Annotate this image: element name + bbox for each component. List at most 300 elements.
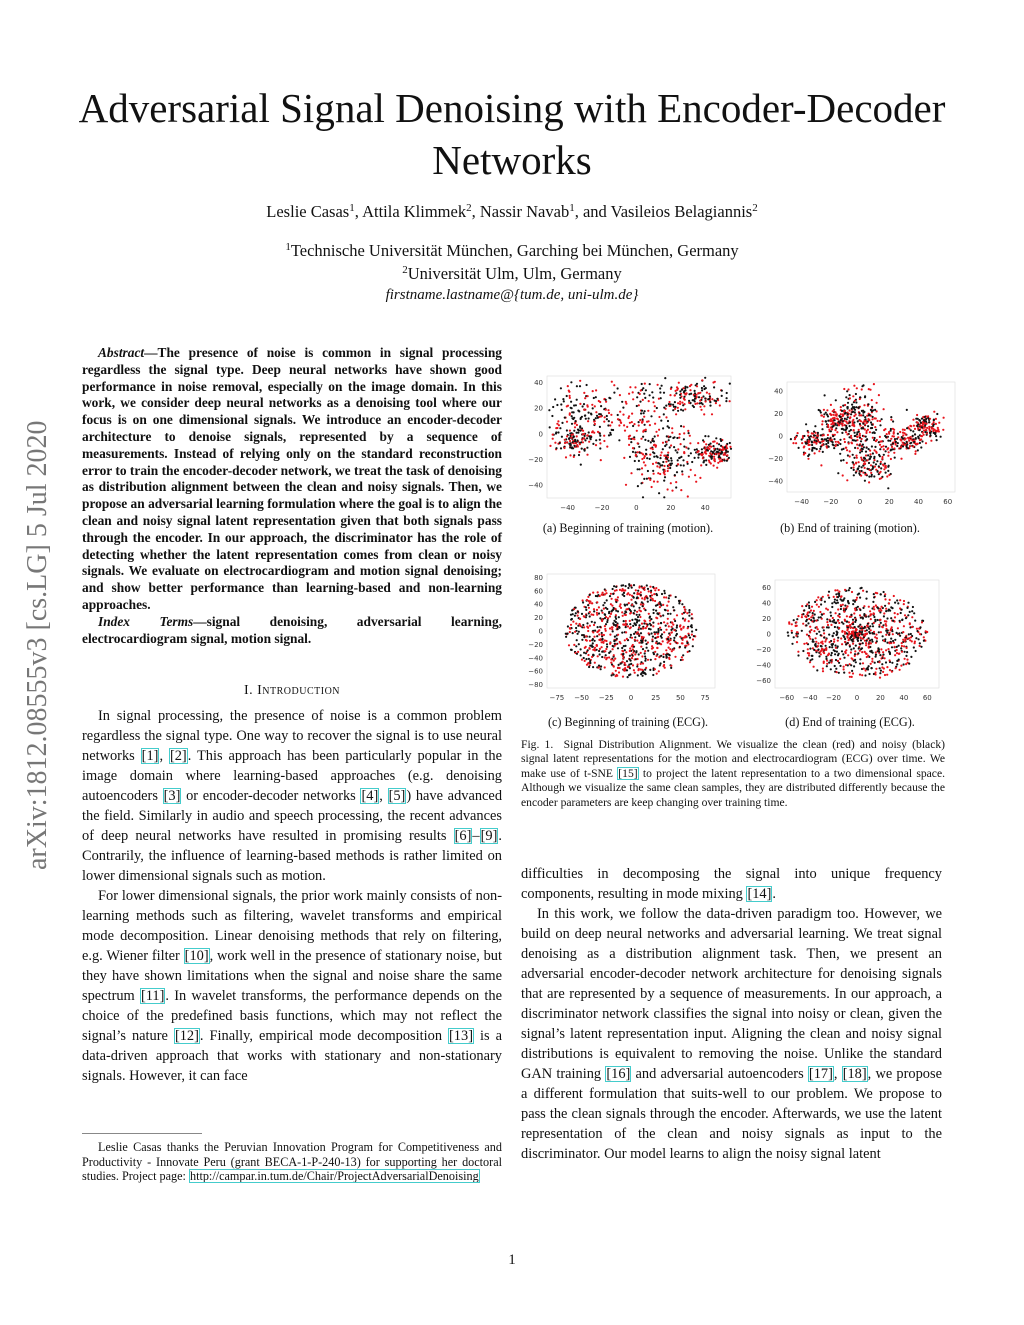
- citation-link[interactable]: [13]: [449, 1028, 473, 1044]
- scatter-point: [805, 423, 807, 425]
- scatter-point: [652, 438, 654, 440]
- scatter-point: [712, 445, 714, 447]
- scatter-point: [659, 391, 661, 393]
- scatter-point: [640, 389, 642, 391]
- scatter-point: [591, 656, 593, 658]
- scatter-point: [576, 445, 578, 447]
- scatter-point: [672, 606, 674, 608]
- scatter-point: [649, 669, 651, 671]
- scatter-point: [875, 634, 877, 636]
- scatter-point: [832, 410, 834, 412]
- x-tick-label: 20: [875, 694, 885, 702]
- scatter-point: [885, 634, 887, 636]
- scatter-point: [830, 611, 832, 613]
- scatter-point: [835, 441, 837, 443]
- scatter-point: [596, 601, 598, 603]
- scatter-point: [843, 608, 845, 610]
- scatter-point: [859, 658, 861, 660]
- scatter-point: [919, 642, 921, 644]
- scatter-point: [611, 628, 613, 630]
- scatter-point: [811, 606, 813, 608]
- scatter-point: [594, 423, 596, 425]
- scatter-point: [584, 647, 586, 649]
- scatter-point: [682, 654, 684, 656]
- scatter-point: [653, 410, 655, 412]
- scatter-point: [861, 470, 863, 472]
- scatter-point: [894, 602, 896, 604]
- scatter-point: [882, 445, 884, 447]
- scatter-point: [833, 641, 835, 643]
- scatter-point: [613, 640, 615, 642]
- scatter-point: [636, 597, 638, 599]
- scatter-point: [823, 629, 825, 631]
- scatter-point: [921, 426, 923, 428]
- scatter-point: [635, 650, 637, 652]
- scatter-point: [922, 423, 924, 425]
- scatter-point: [603, 440, 605, 442]
- scatter-point: [834, 665, 836, 667]
- scatter-point: [878, 648, 880, 650]
- scatter-point: [667, 488, 669, 490]
- scatter-point: [613, 585, 615, 587]
- scatter-point: [649, 458, 651, 460]
- scatter-point: [855, 636, 857, 638]
- scatter-point: [797, 631, 799, 633]
- scatter-point: [571, 423, 573, 425]
- scatter-point: [644, 652, 646, 654]
- citation-link[interactable]: [2]: [169, 748, 187, 764]
- citation-link[interactable]: [5]: [388, 788, 406, 804]
- scatter-point: [812, 639, 814, 641]
- scatter-point: [669, 446, 671, 448]
- scatter-point: [836, 631, 838, 633]
- scatter-point: [669, 654, 671, 656]
- scatter-point: [831, 644, 833, 646]
- scatter-point: [873, 608, 875, 610]
- scatter-point: [915, 650, 917, 652]
- scatter-point: [596, 644, 598, 646]
- scatter-point: [669, 634, 671, 636]
- scatter-point: [861, 388, 863, 390]
- scatter-point: [572, 613, 574, 615]
- scatter-point: [866, 591, 868, 593]
- scatter-point: [929, 430, 931, 432]
- scatter-point: [591, 602, 593, 604]
- scatter-point: [896, 660, 898, 662]
- scatter-point: [852, 643, 854, 645]
- scatter-point: [817, 596, 819, 598]
- scatter-point: [821, 414, 823, 416]
- scatter-point: [615, 586, 617, 588]
- scatter-point: [622, 588, 624, 590]
- scatter-point: [650, 628, 652, 630]
- scatter-point: [679, 403, 681, 405]
- scatter-point: [597, 626, 599, 628]
- scatter-point: [879, 472, 881, 474]
- scatter-point: [617, 628, 619, 630]
- scatter-point: [610, 593, 612, 595]
- scatter-point: [685, 446, 687, 448]
- scatter-point: [665, 596, 667, 598]
- scatter-point: [621, 647, 623, 649]
- scatter-point: [652, 470, 654, 472]
- scatter-point: [918, 419, 920, 421]
- scatter-point: [621, 585, 623, 587]
- scatter-point: [802, 650, 804, 652]
- scatter-point: [850, 627, 852, 629]
- scatter-point: [936, 430, 938, 432]
- x-tick-label: −40: [560, 504, 576, 512]
- scatter-point: [615, 675, 617, 677]
- scatter-point: [660, 420, 662, 422]
- scatter-point: [658, 463, 660, 465]
- scatter-point: [820, 645, 822, 647]
- scatter-point: [674, 394, 676, 396]
- scatter-point: [694, 395, 696, 397]
- scatter-point: [828, 597, 830, 599]
- scatter-point: [702, 439, 704, 441]
- scatter-point: [881, 606, 883, 608]
- scatter-point: [628, 438, 630, 440]
- scatter-point: [646, 597, 648, 599]
- scatter-point: [915, 418, 917, 420]
- scatter-point: [651, 391, 653, 393]
- scatter-point: [574, 420, 576, 422]
- scatter-point: [586, 640, 588, 642]
- scatter-point: [868, 462, 870, 464]
- scatter-point: [594, 662, 596, 664]
- scatter-point: [830, 668, 832, 670]
- scatter-point: [834, 414, 836, 416]
- scatter-point: [658, 670, 660, 672]
- scatter-point: [688, 432, 690, 434]
- scatter-point: [937, 427, 939, 429]
- scatter-point: [870, 618, 872, 620]
- scatter-point: [833, 638, 835, 640]
- citation-link[interactable]: [6]: [454, 828, 472, 844]
- scatter-point: [904, 614, 906, 616]
- y-tick-label: −20: [528, 640, 543, 649]
- scatter-point: [630, 599, 632, 601]
- scatter-point: [855, 462, 857, 464]
- citation-link[interactable]: [4]: [361, 788, 379, 804]
- scatter-point: [705, 459, 707, 461]
- scatter-point: [852, 429, 854, 431]
- scatter-point: [866, 422, 868, 424]
- scatter-point: [629, 655, 631, 657]
- scatter-point: [791, 623, 793, 625]
- scatter-point: [566, 421, 568, 423]
- scatter-point: [585, 635, 587, 637]
- scatter-point: [621, 632, 623, 634]
- project-page-link[interactable]: http://campar.in.tum.de/Chair/ProjectAdversarialDenoising: [189, 1169, 479, 1184]
- citation-link[interactable]: [3]: [163, 788, 181, 804]
- scatter-point: [855, 645, 857, 647]
- scatter-point: [897, 442, 899, 444]
- scatter-point: [650, 659, 652, 661]
- section-heading: I. Introduction: [243, 683, 341, 698]
- scatter-point: [709, 395, 711, 397]
- paragraph: difficulties in decomposing the signal into unique frequency components, resulting in mode mixing [14].: [521, 866, 942, 902]
- scatter-point: [655, 587, 657, 589]
- scatter-point: [905, 636, 907, 638]
- scatter-point: [844, 638, 846, 640]
- scatter-point: [919, 645, 921, 647]
- scatter-point: [936, 439, 938, 441]
- scatter-point: [803, 435, 805, 437]
- scatter-point: [644, 397, 646, 399]
- scatter-point: [801, 616, 803, 618]
- scatter-point: [694, 398, 696, 400]
- scatter-point: [655, 610, 657, 612]
- scatter-point: [663, 465, 665, 467]
- scatter-point: [842, 405, 844, 407]
- scatter-point: [653, 612, 655, 614]
- scatter-point: [908, 440, 910, 442]
- scatter-point: [897, 433, 899, 435]
- scatter-point: [599, 648, 601, 650]
- scatter-point: [681, 642, 683, 644]
- scatter-point: [567, 405, 569, 407]
- scatter-point: [913, 425, 915, 427]
- scatter-point: [883, 612, 885, 614]
- scatter-point: [609, 615, 611, 617]
- scatter-point: [890, 416, 892, 418]
- scatter-point: [625, 585, 627, 587]
- scatter-point: [802, 623, 804, 625]
- scatter-point: [718, 458, 720, 460]
- scatter-point: [853, 665, 855, 667]
- scatter-point: [673, 629, 675, 631]
- scatter-point: [677, 407, 679, 409]
- scatter-point: [588, 658, 590, 660]
- scatter-point: [853, 474, 855, 476]
- scatter-point: [569, 397, 571, 399]
- scatter-point: [905, 655, 907, 657]
- scatter-point: [854, 400, 856, 402]
- scatter-point: [796, 641, 798, 643]
- scatter-point: [886, 475, 888, 477]
- scatter-point: [638, 586, 640, 588]
- scatter-point: [572, 621, 574, 623]
- scatter-point: [879, 672, 881, 674]
- scatter-point: [902, 429, 904, 431]
- scatter-point: [595, 396, 597, 398]
- citation-link[interactable]: [18]: [842, 1066, 867, 1082]
- scatter-point: [861, 448, 863, 450]
- scatter-point: [870, 642, 872, 644]
- scatter-point: [847, 601, 849, 603]
- scatter-point: [888, 602, 890, 604]
- scatter-point: [915, 637, 917, 639]
- scatter-point: [711, 458, 713, 460]
- scatter-point: [681, 389, 683, 391]
- scatter-point: [836, 599, 838, 601]
- scatter-point: [791, 630, 793, 632]
- citation-link[interactable]: [14]: [747, 886, 772, 902]
- scatter-point: [918, 638, 920, 640]
- scatter-point: [809, 648, 811, 650]
- scatter-point: [817, 628, 819, 630]
- scatter-point: [933, 423, 935, 425]
- scatter-point: [559, 442, 561, 444]
- scatter-point: [849, 425, 851, 427]
- scatter-point: [826, 621, 828, 623]
- scatter-point: [879, 677, 881, 679]
- scatter-point: [906, 427, 908, 429]
- scatter-point: [657, 636, 659, 638]
- scatter-point: [596, 649, 598, 651]
- scatter-point: [575, 645, 577, 647]
- scatter-point: [894, 654, 896, 656]
- scatter-point: [825, 645, 827, 647]
- scatter-point: [629, 623, 631, 625]
- scatter-point: [670, 482, 672, 484]
- scatter-point: [688, 476, 690, 478]
- scatter-point: [613, 392, 615, 394]
- scatter-point: [917, 422, 919, 424]
- scatter-point: [837, 596, 839, 598]
- citation-link[interactable]: [1]: [141, 748, 159, 764]
- scatter-point: [831, 606, 833, 608]
- scatter-point: [576, 639, 578, 641]
- citation-link[interactable]: [11]: [140, 988, 165, 1004]
- scatter-point: [815, 620, 817, 622]
- scatter-point: [581, 613, 583, 615]
- scatter-point: [883, 640, 885, 642]
- x-tick-label: 75: [700, 694, 710, 702]
- scatter-point: [579, 427, 581, 429]
- scatter-point: [880, 461, 882, 463]
- scatter-point: [871, 650, 873, 652]
- scatter-point: [691, 617, 693, 619]
- scatter-point: [592, 642, 594, 644]
- scatter-point: [827, 434, 829, 436]
- citation-link[interactable]: [16]: [606, 1066, 631, 1082]
- scatter-point: [688, 615, 690, 617]
- scatter-point: [640, 661, 642, 663]
- scatter-point: [896, 652, 898, 654]
- scatter-point: [864, 651, 866, 653]
- scatter-point: [842, 604, 844, 606]
- scatter-point: [582, 430, 584, 432]
- scatter-point: [857, 606, 859, 608]
- scatter-point: [857, 652, 859, 654]
- citation-link[interactable]: [15]: [618, 766, 638, 780]
- scatter-point: [626, 669, 628, 671]
- scatter-point: [600, 668, 602, 670]
- scatter-point: [583, 449, 585, 451]
- scatter-point: [860, 440, 862, 442]
- scatter-point: [810, 629, 812, 631]
- scatter-point: [914, 428, 916, 430]
- scatter-point: [678, 437, 680, 439]
- citation-link[interactable]: [9]: [480, 828, 498, 844]
- scatter-point: [605, 648, 607, 650]
- scatter-point: [807, 648, 809, 650]
- scatter-point: [674, 401, 676, 403]
- scatter-point: [568, 437, 570, 439]
- scatter-point: [652, 440, 654, 442]
- citation-link[interactable]: [10]: [184, 948, 209, 964]
- scatter-point: [676, 614, 678, 616]
- scatter-point: [696, 451, 698, 453]
- scatter-point: [673, 637, 675, 639]
- scatter-point: [888, 433, 890, 435]
- y-tick-label: −40: [528, 481, 543, 490]
- scatter-point: [713, 465, 715, 467]
- scatter-point: [880, 477, 882, 479]
- figure-caption: Fig. 1. Signal Distribution Alignment. We visualize the clean (red) and noisy (black) signal latent representations for the motion and electrocardiogram (ECG) over time. We make use of t-SNE [15] to project the latent representation to a two dimensional space. Although we visualize the same clean samples, they are distributed differently because the encoder parameters are keep changing over training time.: [521, 738, 945, 809]
- scatter-point: [594, 622, 596, 624]
- scatter-point: [726, 460, 728, 462]
- scatter-point: [674, 656, 676, 658]
- scatter-point: [667, 452, 669, 454]
- scatter-point: [885, 649, 887, 651]
- scatter-point: [670, 667, 672, 669]
- scatter-point: [884, 595, 886, 597]
- scatter-point: [818, 616, 820, 618]
- scatter-point: [861, 674, 863, 676]
- scatter-point: [639, 616, 641, 618]
- citation-link[interactable]: [17]: [808, 1066, 833, 1082]
- scatter-point: [821, 613, 823, 615]
- scatter-point: [701, 397, 703, 399]
- scatter-point: [673, 446, 675, 448]
- scatter-point: [634, 653, 636, 655]
- scatter-point: [822, 643, 824, 645]
- scatter-point: [868, 448, 870, 450]
- scatter-point: [613, 666, 615, 668]
- scatter-point: [675, 596, 677, 598]
- scatter-point: [668, 597, 670, 599]
- scatter-point: [688, 611, 690, 613]
- scatter-point: [916, 630, 918, 632]
- scatter-point: [808, 652, 810, 654]
- scatter-point: [813, 610, 815, 612]
- scatter-point: [615, 670, 617, 672]
- scatter-point: [678, 602, 680, 604]
- scatter-point: [853, 415, 855, 417]
- scatter-point: [707, 435, 709, 437]
- scatter-point: [832, 443, 834, 445]
- scatter-point: [696, 385, 698, 387]
- y-tick-label: −80: [528, 681, 543, 690]
- scatter-point: [858, 407, 860, 409]
- scatter-point: [689, 442, 691, 444]
- scatter-plot-a: [521, 370, 737, 514]
- scatter-point: [603, 435, 605, 437]
- scatter-point: [676, 624, 678, 626]
- scatter-point: [663, 392, 665, 394]
- scatter-point: [872, 632, 874, 634]
- scatter-point: [598, 606, 600, 608]
- scatter-point: [701, 389, 703, 391]
- scatter-point: [585, 614, 587, 616]
- scatter-point: [871, 410, 873, 412]
- scatter-point: [825, 421, 827, 423]
- scatter-point: [610, 613, 612, 615]
- scatter-point: [840, 419, 842, 421]
- scatter-point: [842, 474, 844, 476]
- scatter-point: [831, 426, 833, 428]
- scatter-point: [573, 442, 575, 444]
- scatter-point: [892, 640, 894, 642]
- scatter-point: [619, 589, 621, 591]
- citation-link[interactable]: [12]: [174, 1028, 199, 1044]
- scatter-point: [849, 450, 851, 452]
- scatter-point: [863, 404, 865, 406]
